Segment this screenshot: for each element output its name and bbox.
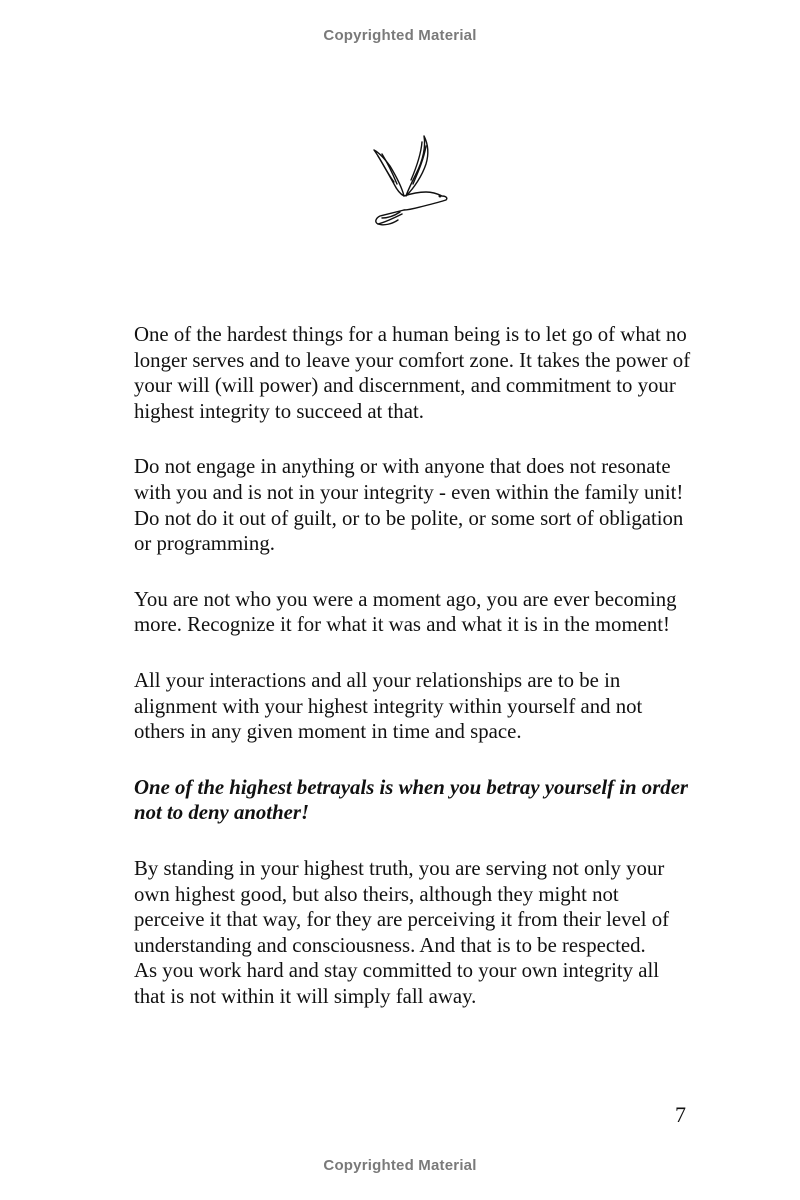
paragraph: You are not who you were a moment ago, you are ever becoming more. Recognize it for what it was and what it is in the moment!: [134, 587, 677, 637]
page-number: 7: [675, 1102, 686, 1127]
paragraph: One of the hardest things for a human being is to let go of what no longer serves and to leave your comfort zone. It takes the power of your will (will power) and discernment, and commitment to your highest integrity to succeed at that.: [134, 323, 691, 423]
dove-icon: [366, 132, 452, 230]
paragraph: As you work hard and stay committed to your own integrity all that is not within it will simply fall away.: [134, 959, 660, 1008]
emphasized-quote: One of the highest betrayals is when you betray yourself in order not to deny another!: [134, 775, 689, 825]
paragraph: By standing in your highest truth, you are serving not only your own highest good, but also theirs, although they might not perceive it that way, for they are perceiving it from their level of understanding and consciousness. And that is to be respected.: [134, 856, 670, 957]
copyright-watermark-top: Copyrighted Material: [323, 27, 477, 44]
copyright-watermark-bottom: Copyrighted Material: [323, 1157, 477, 1174]
paragraph: All your interactions and all your relationships are to be in alignment with your highest integrity within yourself and not others in any given moment in time and space.: [134, 668, 643, 744]
page-body: [134, 322, 694, 1039]
paragraph: Do not engage in anything or with anyone that does not resonate with you and is not in your integrity - even within the family unit! Do not do it out of guilt, or to be polite, or some sort of obligation or programming.: [134, 455, 684, 556]
